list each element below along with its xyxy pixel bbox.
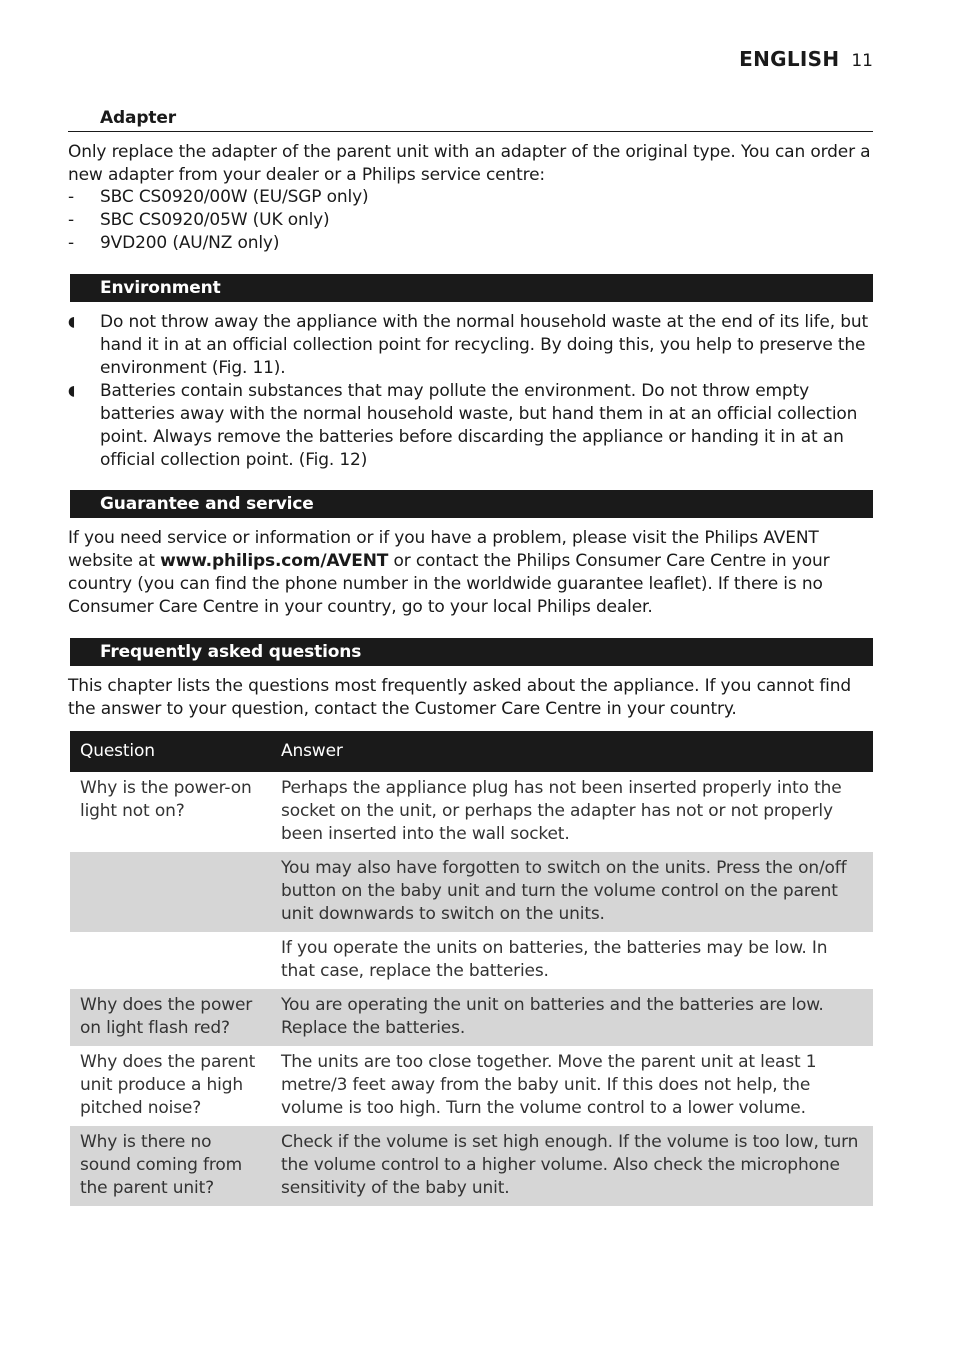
faq-table [70, 731, 873, 1206]
adapter-model-text: SBC CS0920/00W (EU/SGP only) [100, 187, 369, 207]
faq-table-header [70, 731, 873, 772]
guarantee-heading [70, 490, 873, 518]
environment-bullet-text: Do not throw away the appliance with the normal household waste at the end of its life, but hand it in at an official collection point for recycling. By doing this, you help to preserve the environment (Fig. 11). [100, 312, 869, 378]
faq-question [70, 932, 271, 989]
adapter-intro: Only replace the adapter of the parent unit with an adapter of the original type. You can order a new adapter from your dealer or a Philips service centre: [68, 142, 871, 185]
guarantee-text [68, 527, 873, 619]
faq-heading [70, 638, 873, 666]
faq-answer: You are operating the unit on batteries and the batteries are low. Replace the batteries. [271, 989, 873, 1046]
answer-column-header: Answer [271, 731, 873, 772]
table-row [70, 932, 873, 989]
language-label: ENGLISH [739, 47, 840, 71]
faq-answer: If you operate the units on batteries, the batteries may be low. In that case, replace the batteries. [281, 938, 828, 981]
faq-answer: Perhaps the appliance plug has not been inserted properly into the socket on the unit, or perhaps the adapter has not or not properly been inserted into the wall socket. [281, 778, 842, 844]
table-row [70, 989, 873, 1046]
table-row [70, 772, 873, 852]
faq-question [70, 852, 271, 932]
bullet-arrow-icon: ◖ [68, 314, 76, 330]
adapter-heading [68, 107, 873, 132]
adapter-model-list [68, 186, 873, 255]
faq-question: Why is there no sound coming from the parent unit? [70, 1126, 271, 1206]
running-header [739, 47, 873, 71]
adapter-heading-text: Adapter [100, 108, 176, 128]
faq-question: Why does the power on light flash red? [70, 989, 271, 1046]
guarantee-heading-text: Guarantee and service [100, 494, 314, 514]
environment-bullet [68, 311, 873, 380]
faq-answer: Check if the volume is set high enough. If the volume is too low, turn the volume control to a higher volume. Also check the microphone sensitivity of the baby unit. [271, 1126, 873, 1206]
environment-bullet [68, 380, 873, 472]
environment-bullet-text: Batteries contain substances that may pollute the environment. Do not throw empty batteries away with the normal household waste, but hand them in at an official collection point. Always remove the batteries before discarding the appliance or handing it in at an official collection point. (Fig. 12) [100, 381, 858, 470]
bullet-arrow-icon: ◖ [68, 383, 76, 399]
faq-heading-text: Frequently asked questions [100, 642, 362, 662]
adapter-model-item: - SBC CS0920/05W (UK only) [68, 210, 330, 230]
faq-question: Why does the parent unit produce a high pitched noise? [80, 1052, 256, 1118]
question-column-header: Question [70, 731, 271, 772]
faq-question: Why is the power-on light not on? [80, 778, 252, 821]
adapter-model-item: - SBC CS0920/00W (EU/SGP only) [68, 187, 369, 207]
adapter-model-text: 9VD200 (AU/NZ only) [100, 233, 280, 253]
website-link[interactable]: www.philips.com/AVENT [160, 551, 389, 571]
environment-heading [70, 274, 873, 302]
table-row [70, 1126, 873, 1206]
table-row [70, 852, 873, 932]
faq-answer: You may also have forgotten to switch on the units. Press the on/off button on the baby unit and turn the volume control on the parent unit downwards to switch on the units. [271, 852, 873, 932]
environment-heading-text: Environment [100, 278, 221, 298]
faq-answer: The units are too close together. Move the parent unit at least 1 metre/3 feet away from the baby unit. If this does not help, the volume is too high. Turn the volume control to a lower volume. [281, 1052, 817, 1118]
adapter-model-text: SBC CS0920/05W (UK only) [100, 210, 330, 230]
guarantee-text-end: or contact the Philips Consumer Care Centre in your country (you can find the phone number in the worldwide guarantee leaflet). If there is no Consumer Care Centre in your country, go to your local Philips dealer. [68, 551, 830, 617]
faq-intro: This chapter lists the questions most frequently asked about the appliance. If you cannot find the answer to your question, contact the Customer Care Centre in your country. [68, 676, 851, 719]
adapter-model-item: - 9VD200 (AU/NZ only) [68, 233, 280, 253]
table-row [70, 1046, 873, 1126]
page-number: 11 [851, 51, 873, 71]
guarantee-text-start: If you need service or information or if you have a problem, please visit the Philips AVENT website at [68, 528, 819, 571]
environment-bullets [68, 311, 873, 472]
